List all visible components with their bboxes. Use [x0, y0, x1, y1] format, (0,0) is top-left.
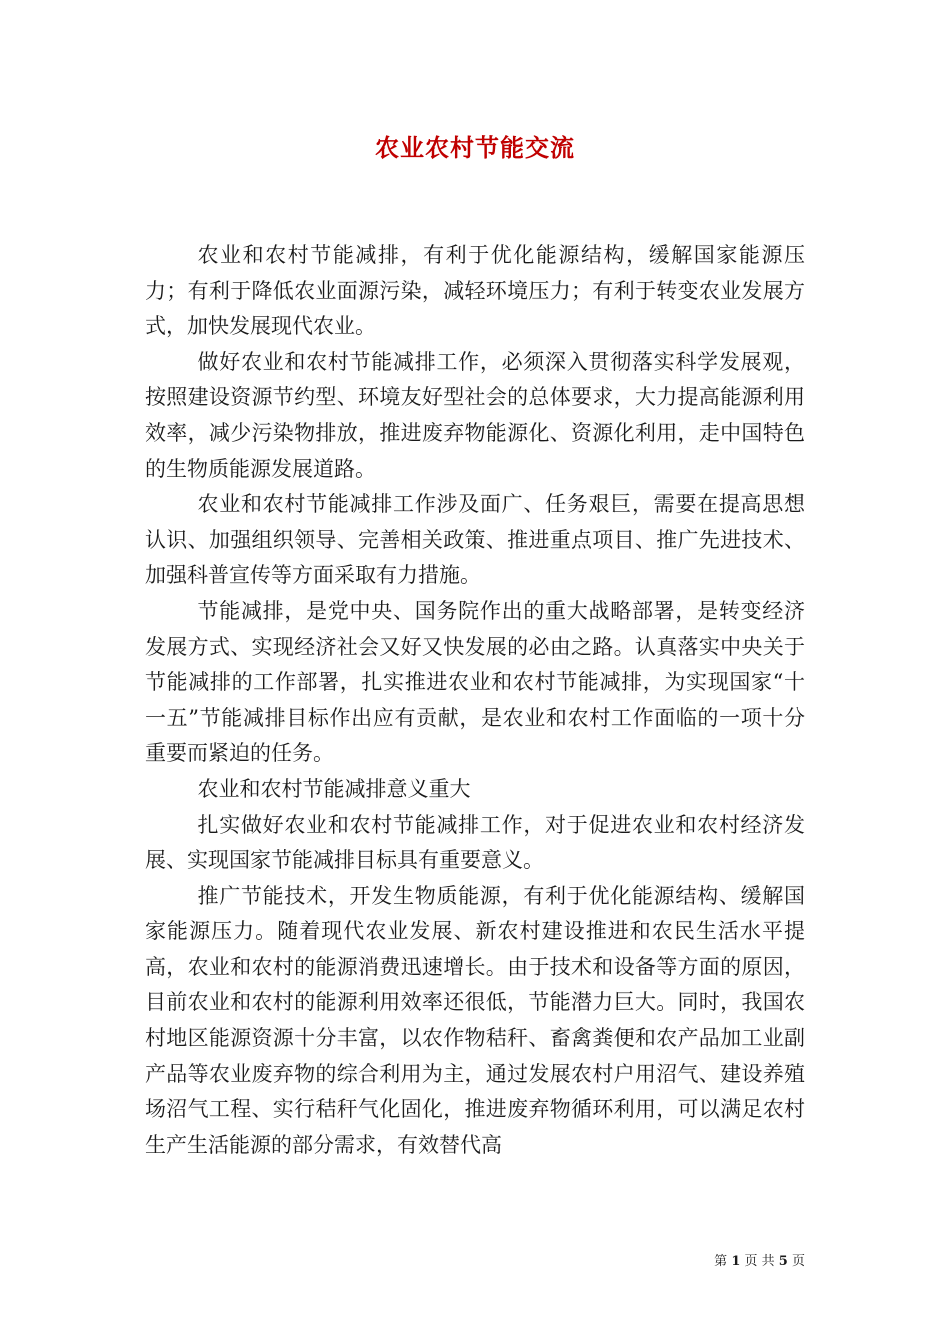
- paragraph: 做好农业和农村节能减排工作，必须深入贯彻落实科学发展观，按照建设资源节约型、环境友好型社会的总体要求，大力提高能源利用效率，减少污染物排放，推进废弃物能源化、资源化利用，走中国特色的生物质能源发展道路。: [145, 349, 805, 481]
- paragraph: 扎实做好农业和农村节能减排工作，对于促进农业和农村经济发展、实现国家节能减排目标具有重要意义。: [145, 812, 805, 873]
- page-footer: [714, 1250, 805, 1269]
- document-title: 农业农村节能交流: [375, 133, 575, 162]
- footer-suffix: 页: [791, 1254, 805, 1269]
- document-body: [145, 238, 805, 1163]
- footer-prefix: 第: [714, 1254, 728, 1269]
- footer-current-page: 1: [731, 1254, 741, 1269]
- paragraph: 节能减排，是党中央、国务院作出的重大战略部署，是转变经济发展方式、实现经济社会又好又快发展的必由之路。认真落实中央关于节能减排的工作部署，扎实推进农业和农村节能减排，为实现国家“十一五”节能减排目标作出应有贡献，是农业和农村工作面临的一项十分重要而紧迫的任务。: [145, 598, 805, 766]
- footer-total-pages: 5: [778, 1254, 788, 1269]
- section-heading: 农业和农村节能减排意义重大: [197, 776, 471, 801]
- footer-middle: 页 共: [744, 1254, 775, 1269]
- paragraph: 农业和农村节能减排，有利于优化能源结构，缓解国家能源压力；有利于降低农业面源污染，减轻环境压力；有利于转变农业发展方式，加快发展现代农业。: [145, 243, 805, 339]
- paragraph: 农业和农村节能减排工作涉及面广、任务艰巨，需要在提高思想认识、加强组织领导、完善相关政策、推进重点项目、推广先进技术、加强科普宣传等方面采取有力措施。: [145, 492, 805, 588]
- paragraph: 推广节能技术，开发生物质能源，有利于优化能源结构、缓解国家能源压力。随着现代农业发展、新农村建设推进和农民生活水平提高，农业和农村的能源消费迅速增长。由于技术和设备等方面的原因，目前农业和农村的能源利用效率还很低，节能潜力巨大。同时，我国农村地区能源资源十分丰富，以农作物秸秆、畜禽粪便和农产品加工业副产品等农业废弃物的综合利用为主，通过发展农村户用沼气、建设养殖场沼气工程、实行秸秆气化固化，推进废弃物循环利用，可以满足农村生产生活能源的部分需求，有效替代高: [145, 883, 805, 1157]
